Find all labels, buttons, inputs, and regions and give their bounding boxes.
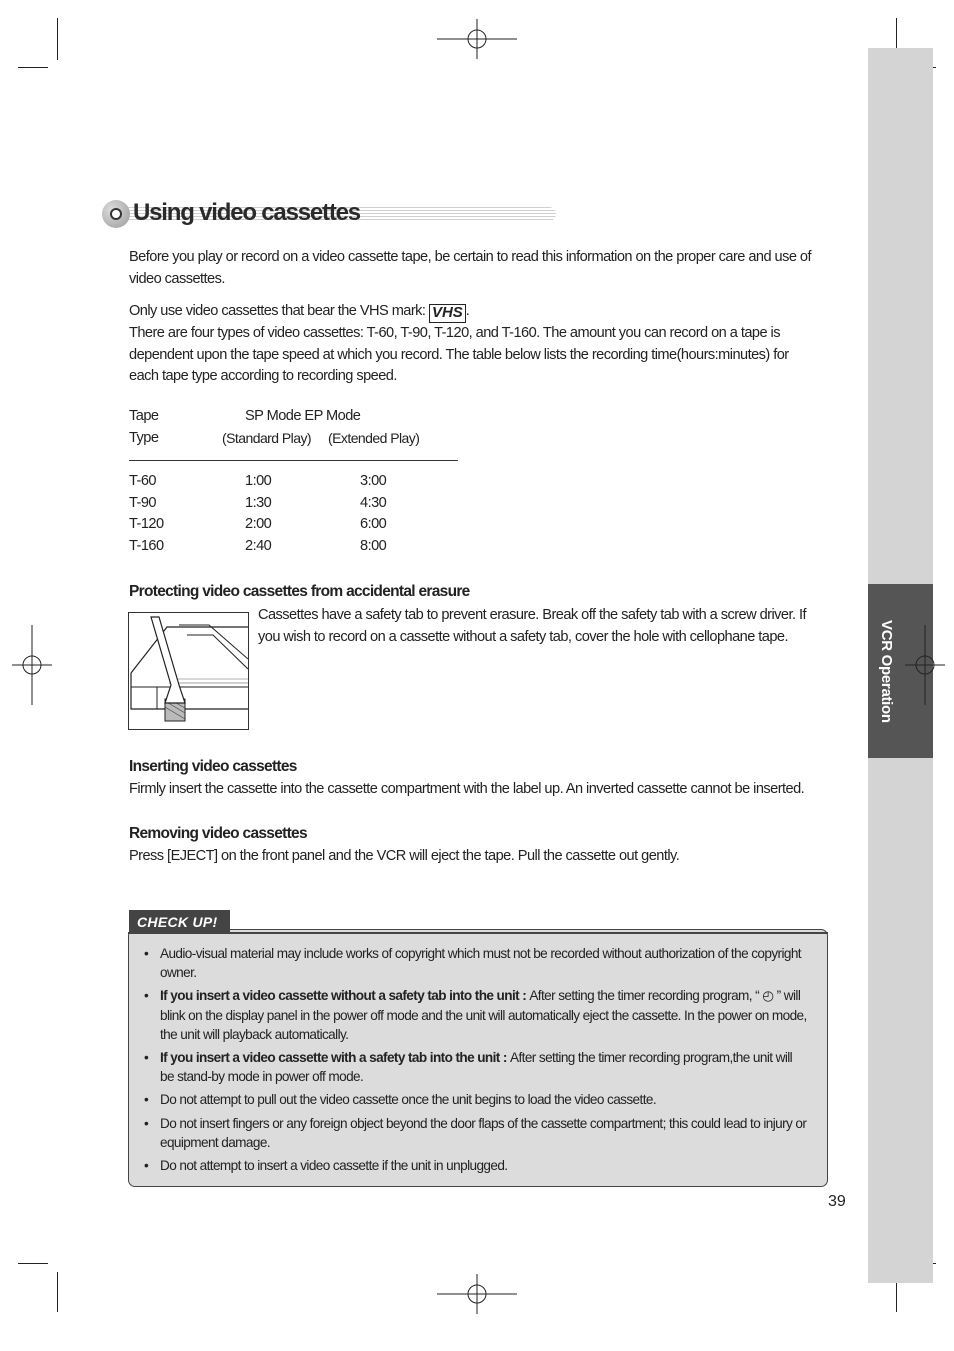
list-item-bold: If you insert a video cassette without a safety tab into the unit : [160, 988, 530, 1004]
crop-mark [18, 1263, 48, 1264]
vhs-suffix: . [465, 303, 470, 319]
table-header-type: Type [129, 430, 159, 446]
title-bullet-icon [102, 200, 130, 228]
list-item-text: Do not attempt to pull out the video cassette once the unit begins to load the video cassette. [160, 1092, 657, 1108]
bullet-icon: • [144, 1115, 149, 1131]
list-item-text: Audio-visual material may include works of copyright which must not be recorded without authorization of the copyright owner. [160, 946, 801, 981]
registration-mark-right [905, 625, 945, 705]
table-cell-sp: 2:40 [245, 538, 272, 554]
check-up-list [144, 944, 809, 1179]
protecting-heading: Protecting video cassettes from accidental erasure [129, 583, 470, 600]
list-item [144, 1156, 809, 1175]
table-cell-sp: 2:00 [245, 516, 272, 532]
table-cell-type: T-60 [129, 473, 157, 489]
list-item [144, 944, 809, 982]
list-item-text: Do not insert fingers or any foreign object beyond the door flaps of the cassette compartment; this could lead to injury or equipment damage. [160, 1115, 807, 1150]
bullet-icon: • [144, 946, 149, 961]
table-cell-ep: 8:00 [360, 538, 387, 554]
crop-mark [18, 67, 48, 68]
tape-types-paragraph: There are four types of video cassettes: T-60, T-90, T-120, and T-160. The amount you can record on a tape is dependent upon the tape speed at which you record. The table below lists the recording time(hours:minutes) for each tape type according to recording speed. [129, 325, 789, 385]
table-header-sp: (Standard Play) [222, 430, 312, 446]
table-header-ep: (Extended Play) [328, 430, 420, 446]
list-item [144, 986, 809, 1044]
list-item [144, 1090, 809, 1109]
table-cell-type: T-160 [129, 538, 164, 554]
list-item [144, 1048, 809, 1086]
bullet-icon: • [144, 988, 149, 1004]
table-cell-ep: 4:30 [360, 495, 387, 511]
table-cell-sp: 1:30 [245, 495, 272, 511]
page-number: 39 [828, 1193, 846, 1210]
bullet-icon: • [144, 1050, 149, 1066]
vhs-logo-icon: VHS [429, 304, 466, 323]
inserting-text: Firmly insert the cassette into the cassette compartment with the label up. An inverted cassette cannot be inserted. [129, 781, 805, 797]
protecting-text: Cassettes have a safety tab to prevent erasure. Break off the safety tab with a screw driver. If you wish to record on a cassette without a safety tab, cover the hole with cellophane tape. [258, 607, 807, 645]
inserting-heading: Inserting video cassettes [129, 758, 297, 775]
registration-mark-top [437, 19, 517, 59]
table-cell-ep: 6:00 [360, 516, 387, 532]
table-divider [129, 460, 458, 461]
section-tab-label: VCR Operation [878, 620, 895, 723]
registration-mark-left [12, 625, 52, 705]
table-cell-ep: 3:00 [360, 473, 387, 489]
list-item-text: Do not attempt to insert a video cassette if the unit in unplugged. [160, 1158, 508, 1174]
table-cell-type: T-90 [129, 495, 157, 511]
table-header-tape: Tape [129, 408, 159, 424]
crop-mark [57, 1272, 58, 1312]
vhs-prefix: Only use video cassettes that bear the VHS mark: [129, 303, 426, 319]
section-title-block [100, 198, 560, 232]
removing-heading: Removing video cassettes [129, 825, 307, 842]
crop-mark [57, 18, 58, 60]
page-title: Using video cassettes [133, 199, 360, 226]
intro-paragraph: Before you play or record on a video cassette tape, be certain to read this information on the proper care and use of video cassettes. [129, 249, 811, 287]
list-item [144, 1114, 809, 1152]
table-cell-type: T-120 [129, 516, 164, 532]
check-up-rule [128, 932, 828, 934]
table-header-modes: SP Mode EP Mode [245, 408, 361, 424]
bullet-icon: • [144, 1158, 149, 1174]
list-item-text: After setting the timer recording program,the unit will be stand-by mode in power off mode. [160, 1050, 793, 1085]
removing-text: Press [EJECT] on the front panel and the VCR will eject the tape. Pull the cassette out gently. [129, 848, 680, 864]
list-item-bold: If you insert a video cassette with a safety tab into the unit : [160, 1050, 511, 1066]
table-cell-sp: 1:00 [245, 473, 272, 489]
bullet-icon: • [144, 1092, 149, 1108]
check-up-label: CHECK UP! [129, 910, 230, 934]
vhs-paragraph [129, 301, 819, 388]
safety-tab-illustration [128, 612, 249, 730]
registration-mark-bottom [437, 1274, 517, 1314]
list-item-text: After setting the timer recording program, “ ◴ ” will blink on the display panel in the power off mode and the unit will automatically eject the cassette. In the power on mode, the unit will playback automatically. [160, 988, 807, 1042]
